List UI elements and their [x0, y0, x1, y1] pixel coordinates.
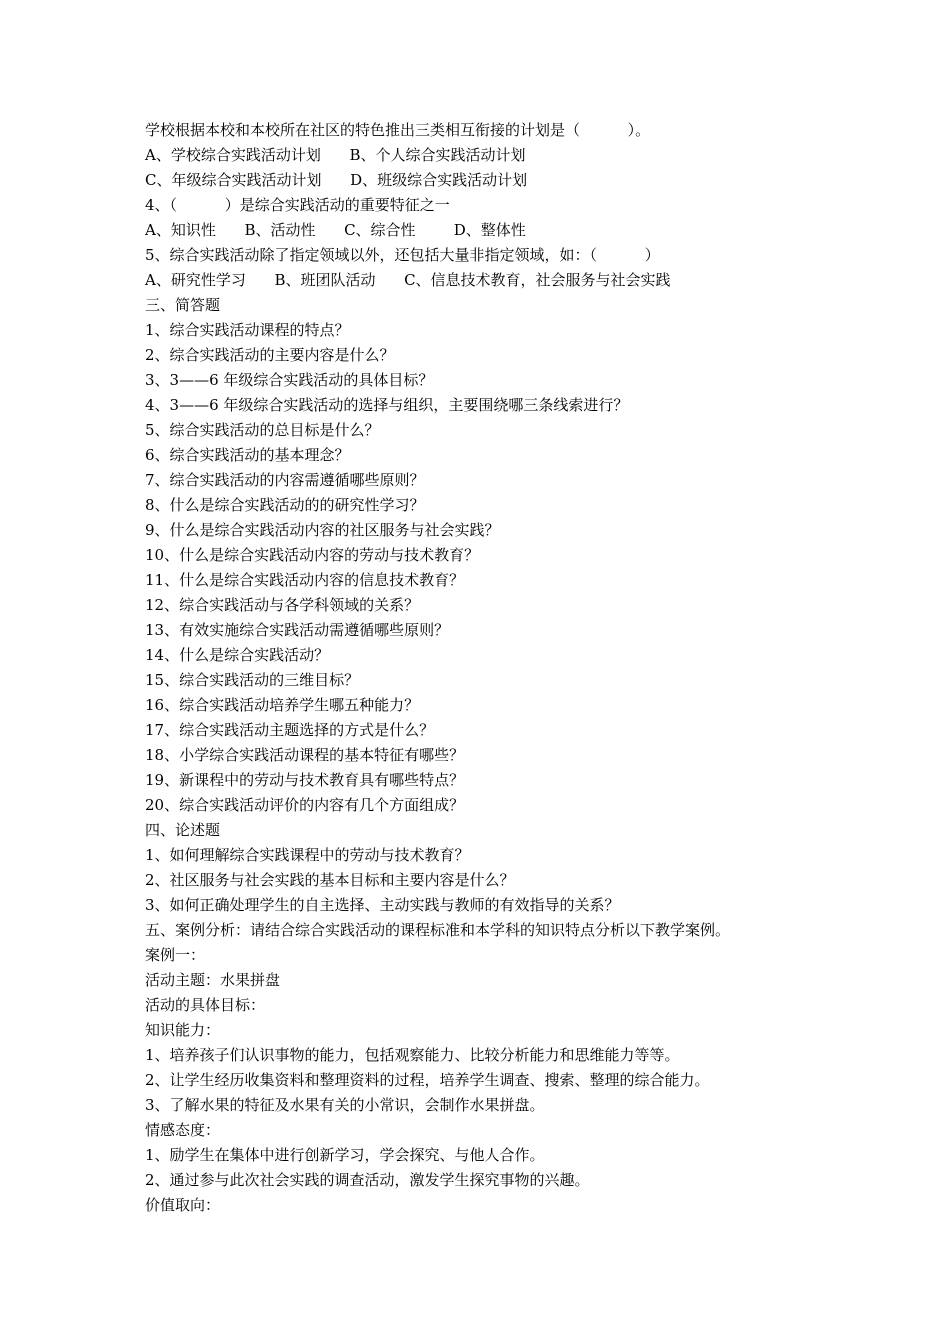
question-item: 13、有效实施综合实践活动需遵循哪些原则？: [145, 621, 450, 639]
answer-options: A、学校综合实践活动计划 B、个人综合实践活动计划: [145, 146, 526, 164]
case-theme: 活动主题：水果拼盘: [145, 971, 281, 989]
question-item: 6、综合实践活动的基本理念？: [145, 446, 350, 464]
question-item: 11、什么是综合实践活动内容的信息技术教育？: [145, 571, 465, 589]
question-item: 17、综合实践活动主题选择的方式是什么？: [145, 721, 435, 739]
question-item: 15、综合实践活动的三维目标？: [145, 671, 360, 689]
case-title: 案例一：: [145, 946, 206, 964]
case-goal-item: 1、培养孩子们认识事物的能力，包括观察能力、比较分析能力和思维能力等等。: [145, 1046, 680, 1064]
question-item: 2、社区服务与社会实践的基本目标和主要内容是什么？: [145, 871, 515, 889]
question-item: 19、新课程中的劳动与技术教育具有哪些特点？: [145, 771, 465, 789]
case-subheading: 活动的具体目标：: [145, 996, 266, 1014]
question-item: 14、什么是综合实践活动？: [145, 646, 330, 664]
case-goal-item: 2、通过参与此次社会实践的调查活动，激发学生探究事物的兴趣。: [145, 1171, 590, 1189]
question-stem: 4、（ ）是综合实践活动的重要特征之一: [145, 196, 450, 214]
question-item: 3、如何正确处理学生的自主选择、主动实践与教师的有效指导的关系？: [145, 896, 620, 914]
question-item: 1、综合实践活动课程的特点？: [145, 321, 350, 339]
question-stem: 学校根据本校和本校所在社区的特色推出三类相互衔接的计划是（ ）。: [145, 121, 651, 139]
question-item: 1、如何理解综合实践课程中的劳动与技术教育？: [145, 846, 470, 864]
case-goal-item: 2、让学生经历收集资料和整理资料的过程，培养学生调查、搜索、整理的综合能力。: [145, 1071, 710, 1089]
answer-options: A、知识性 B、活动性 C、综合性 D、整体性: [145, 221, 526, 239]
question-stem: 5、综合实践活动除了指定领域以外，还包括大量非指定领域，如：（ ）: [145, 246, 660, 264]
case-subheading: 价值取向：: [145, 1196, 221, 1214]
question-item: 20、综合实践活动评价的内容有几个方面组成？: [145, 796, 465, 814]
section-heading-case-analysis: 五、案例分析：请结合综合实践活动的课程标准和本学科的知识特点分析以下教学案例。: [145, 921, 731, 939]
question-item: 8、什么是综合实践活动的的研究性学习？: [145, 496, 425, 514]
case-goal-item: 1、励学生在集体中进行创新学习，学会探究、与他人合作。: [145, 1146, 545, 1164]
question-item: 3、3——6 年级综合实践活动的具体目标？: [145, 371, 434, 389]
document-body: [145, 118, 825, 1218]
case-goal-item: 3、了解水果的特征及水果有关的小常识，会制作水果拼盘。: [145, 1096, 545, 1114]
question-item: 16、综合实践活动培养学生哪五种能力？: [145, 696, 420, 714]
case-subheading: 情感态度：: [145, 1121, 221, 1139]
question-item: 9、什么是综合实践活动内容的社区服务与社会实践？: [145, 521, 500, 539]
question-item: 18、小学综合实践活动课程的基本特征有哪些？: [145, 746, 465, 764]
section-heading-essay: 四、论述题: [145, 821, 221, 839]
question-item: 4、3——6 年级综合实践活动的选择与组织，主要围绕哪三条线索进行？: [145, 396, 629, 414]
case-subheading: 知识能力：: [145, 1021, 221, 1039]
question-item: 5、综合实践活动的总目标是什么？: [145, 421, 380, 439]
question-item: 2、综合实践活动的主要内容是什么？: [145, 346, 395, 364]
answer-options: C、年级综合实践活动计划 D、班级综合实践活动计划: [145, 171, 528, 189]
question-item: 7、综合实践活动的内容需遵循哪些原则？: [145, 471, 425, 489]
question-item: 10、什么是综合实践活动内容的劳动与技术教育？: [145, 546, 480, 564]
section-heading-short-answer: 三、简答题: [145, 296, 221, 314]
answer-options: A、研究性学习 B、班团队活动 C、信息技术教育，社会服务与社会实践: [145, 271, 671, 289]
question-item: 12、综合实践活动与各学科领域的关系？: [145, 596, 420, 614]
